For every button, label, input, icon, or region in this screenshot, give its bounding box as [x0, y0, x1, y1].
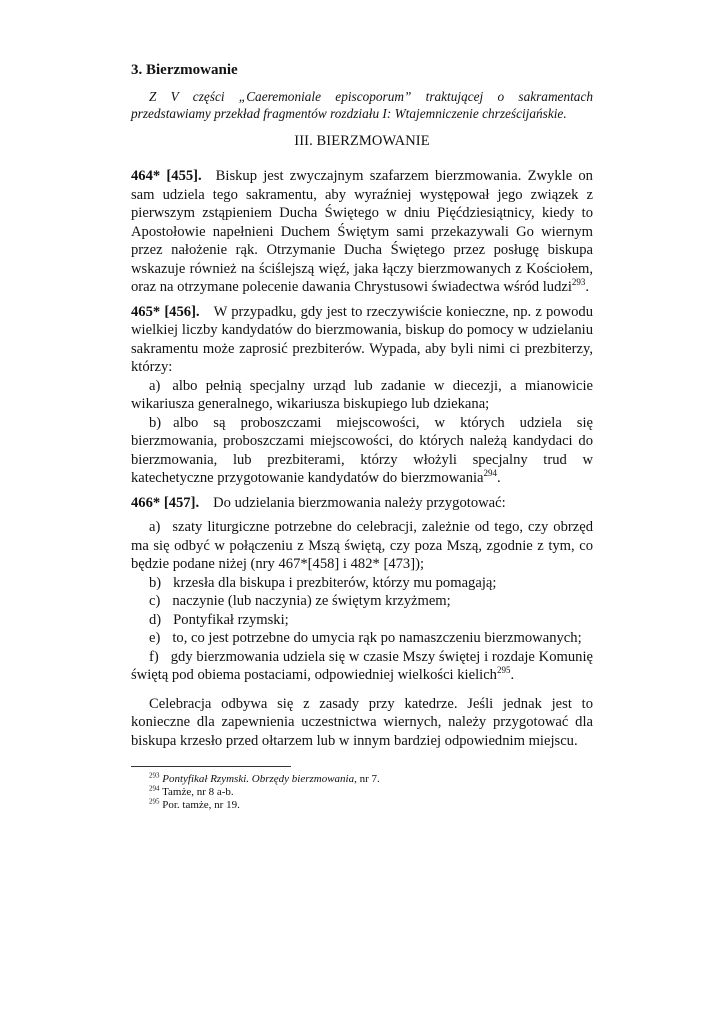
list-item: c) naczynie (lub naczynia) ze świętym krzyżmem;	[149, 593, 451, 609]
footnote: $^{293}$ Pontyfikał Rzymski. Obrzędy bierzmowania, nr 7.	[149, 771, 380, 785]
footnotes	[131, 773, 593, 812]
intro-paragraph: Z V części „Caeremoniale episcoporum” traktującej o sakramentach przedstawiamy przekład fragmentów rozdziału I: Wtajemniczenie chrześcijańskie.	[131, 89, 593, 121]
page-content	[131, 62, 593, 812]
paragraph-number: 464* [455].	[131, 168, 202, 184]
chapter-title: III. BIERZMOWANIE	[294, 133, 430, 149]
list-marker: c)	[149, 593, 161, 609]
footnote-ref: 293	[571, 277, 586, 288]
list-marker: e)	[149, 630, 161, 646]
list-item: d) Pontyfikał rzymski;	[149, 611, 289, 628]
paragraph-final: Celebracja odbywa się z zasady przy katedrze. Jeśli jednak jest to konieczne dla zapewnienia uczestnictwa wiernych, należy przygotować dla biskupa krzesło przed ołtarzem lub w innym bardziej odpowiednim miejscu.	[131, 695, 593, 749]
list-marker: b)	[149, 574, 162, 591]
list-item: a) albo pełnią specjalny urząd lub zadanie w diecezji, a mianowicie wikariusza generalnego, wikariusza biskupiego lub dziekana;	[131, 377, 593, 412]
list-item: e) to, co jest potrzebne do umycia rąk po namaszczeniu bierzmowanych;	[149, 630, 582, 646]
section-title: 3. Bierzmowanie	[131, 62, 238, 78]
list-marker: a)	[149, 377, 161, 394]
list-item: b) albo są proboszczami miejscowości, w których udziela się bierzmowania, proboszczami miejscowości, do których należą kandydaci do bierzmowania, lub prezbiterami, którzy włożyli specjalny trud w katechetyczne przygotowanie kandydatów do bierzmowania$^{294}$.	[131, 414, 593, 486]
footnote-ref: 294	[483, 468, 498, 479]
footnote: $^{295}$ Por. tamże, nr 19.	[149, 797, 240, 811]
list-marker: f)	[149, 648, 159, 665]
paragraph-number: 466* [457].	[131, 494, 200, 511]
list-marker: d)	[149, 611, 162, 628]
footnote-divider	[131, 766, 291, 767]
footnote-ref: 295	[496, 665, 511, 676]
paragraph-number: 465* [456].	[131, 303, 200, 320]
paragraph-text: W przypadku, gdy jest to rzeczywiście konieczne, np. z powodu wielkiej liczby kandydatów do bierzmowania, biskup do pomocy w udzielaniu sakramentu może zaprosić prezbiterów. Wypada, aby byli nimi ci prezbiterzy, którzy:	[131, 303, 593, 375]
list-item: b) krzesła dla biskupa i prezbiterów, którzy mu pomagają;	[149, 574, 497, 591]
list-item: a) szaty liturgiczne potrzebne do celebracji, zależnie od tego, czy obrzęd ma się odbyć w połączeniu z Mszą świętą, czy poza Mszą, zgodnie z tym, co będzie podane niżej (nry 467*[458] i 482* [473]);	[131, 519, 593, 572]
paragraph-464: 464* [455]. Biskup jest zwyczajnym szafarzem bierzmowania. Zwykle on sam udziela tego sakramentu, aby wyraźniej występował jego związek z pierwszym zstąpieniem Ducha Świętego w dniu Pięćdziesiątnicy, kiedy to Apostołowie napełnieni Duchem Świętym sami przekazywali Go wiernym przez nałożenie rąk. Otrzymanie Ducha Świętego przez posługę biskupa wskazuje również na ściślejszą więź, jaka łączy bierzmowanych z Kościołem, oraz na otrzymane polecenie dawania Chrystusowi świadectwa wśród ludzi$^{293}$.	[131, 168, 593, 295]
list-marker: a)	[149, 519, 161, 535]
footnote: $^{294}$ Tamże, nr 8 a-b.	[149, 784, 234, 798]
paragraph-465	[131, 303, 593, 488]
paragraph-text: Do udzielania bierzmowania należy przygotować:	[213, 494, 506, 511]
list-item: f) gdy bierzmowania udziela się w czasie Mszy świętej i rozdaje Komunię świętą pod obiema postaciami, odpowiedniej wielkości kielich$^{295}$.	[131, 648, 593, 683]
paragraph-466	[131, 494, 593, 685]
paragraph-text: Biskup jest zwyczajnym szafarzem bierzmowania. Zwykle on sam udziela tego sakramentu, aby wyraźniej występował jego związek z pierwszym zstąpieniem Ducha Świętego w dniu Pięćdziesiątnicy, kiedy to Apostołowie napełnieni Duchem Świętym sami przekazywali Go wiernym przez nałożenie rąk. Otrzymanie Ducha Świętego przez posługę biskupa wskazuje również na ściślejszą więź, jaka łączy bierzmowanych z Kościołem, oraz na otrzymane polecenie dawania Chrystusowi świadectwa wśród ludzi	[131, 168, 593, 295]
list-marker: b)	[149, 414, 162, 431]
